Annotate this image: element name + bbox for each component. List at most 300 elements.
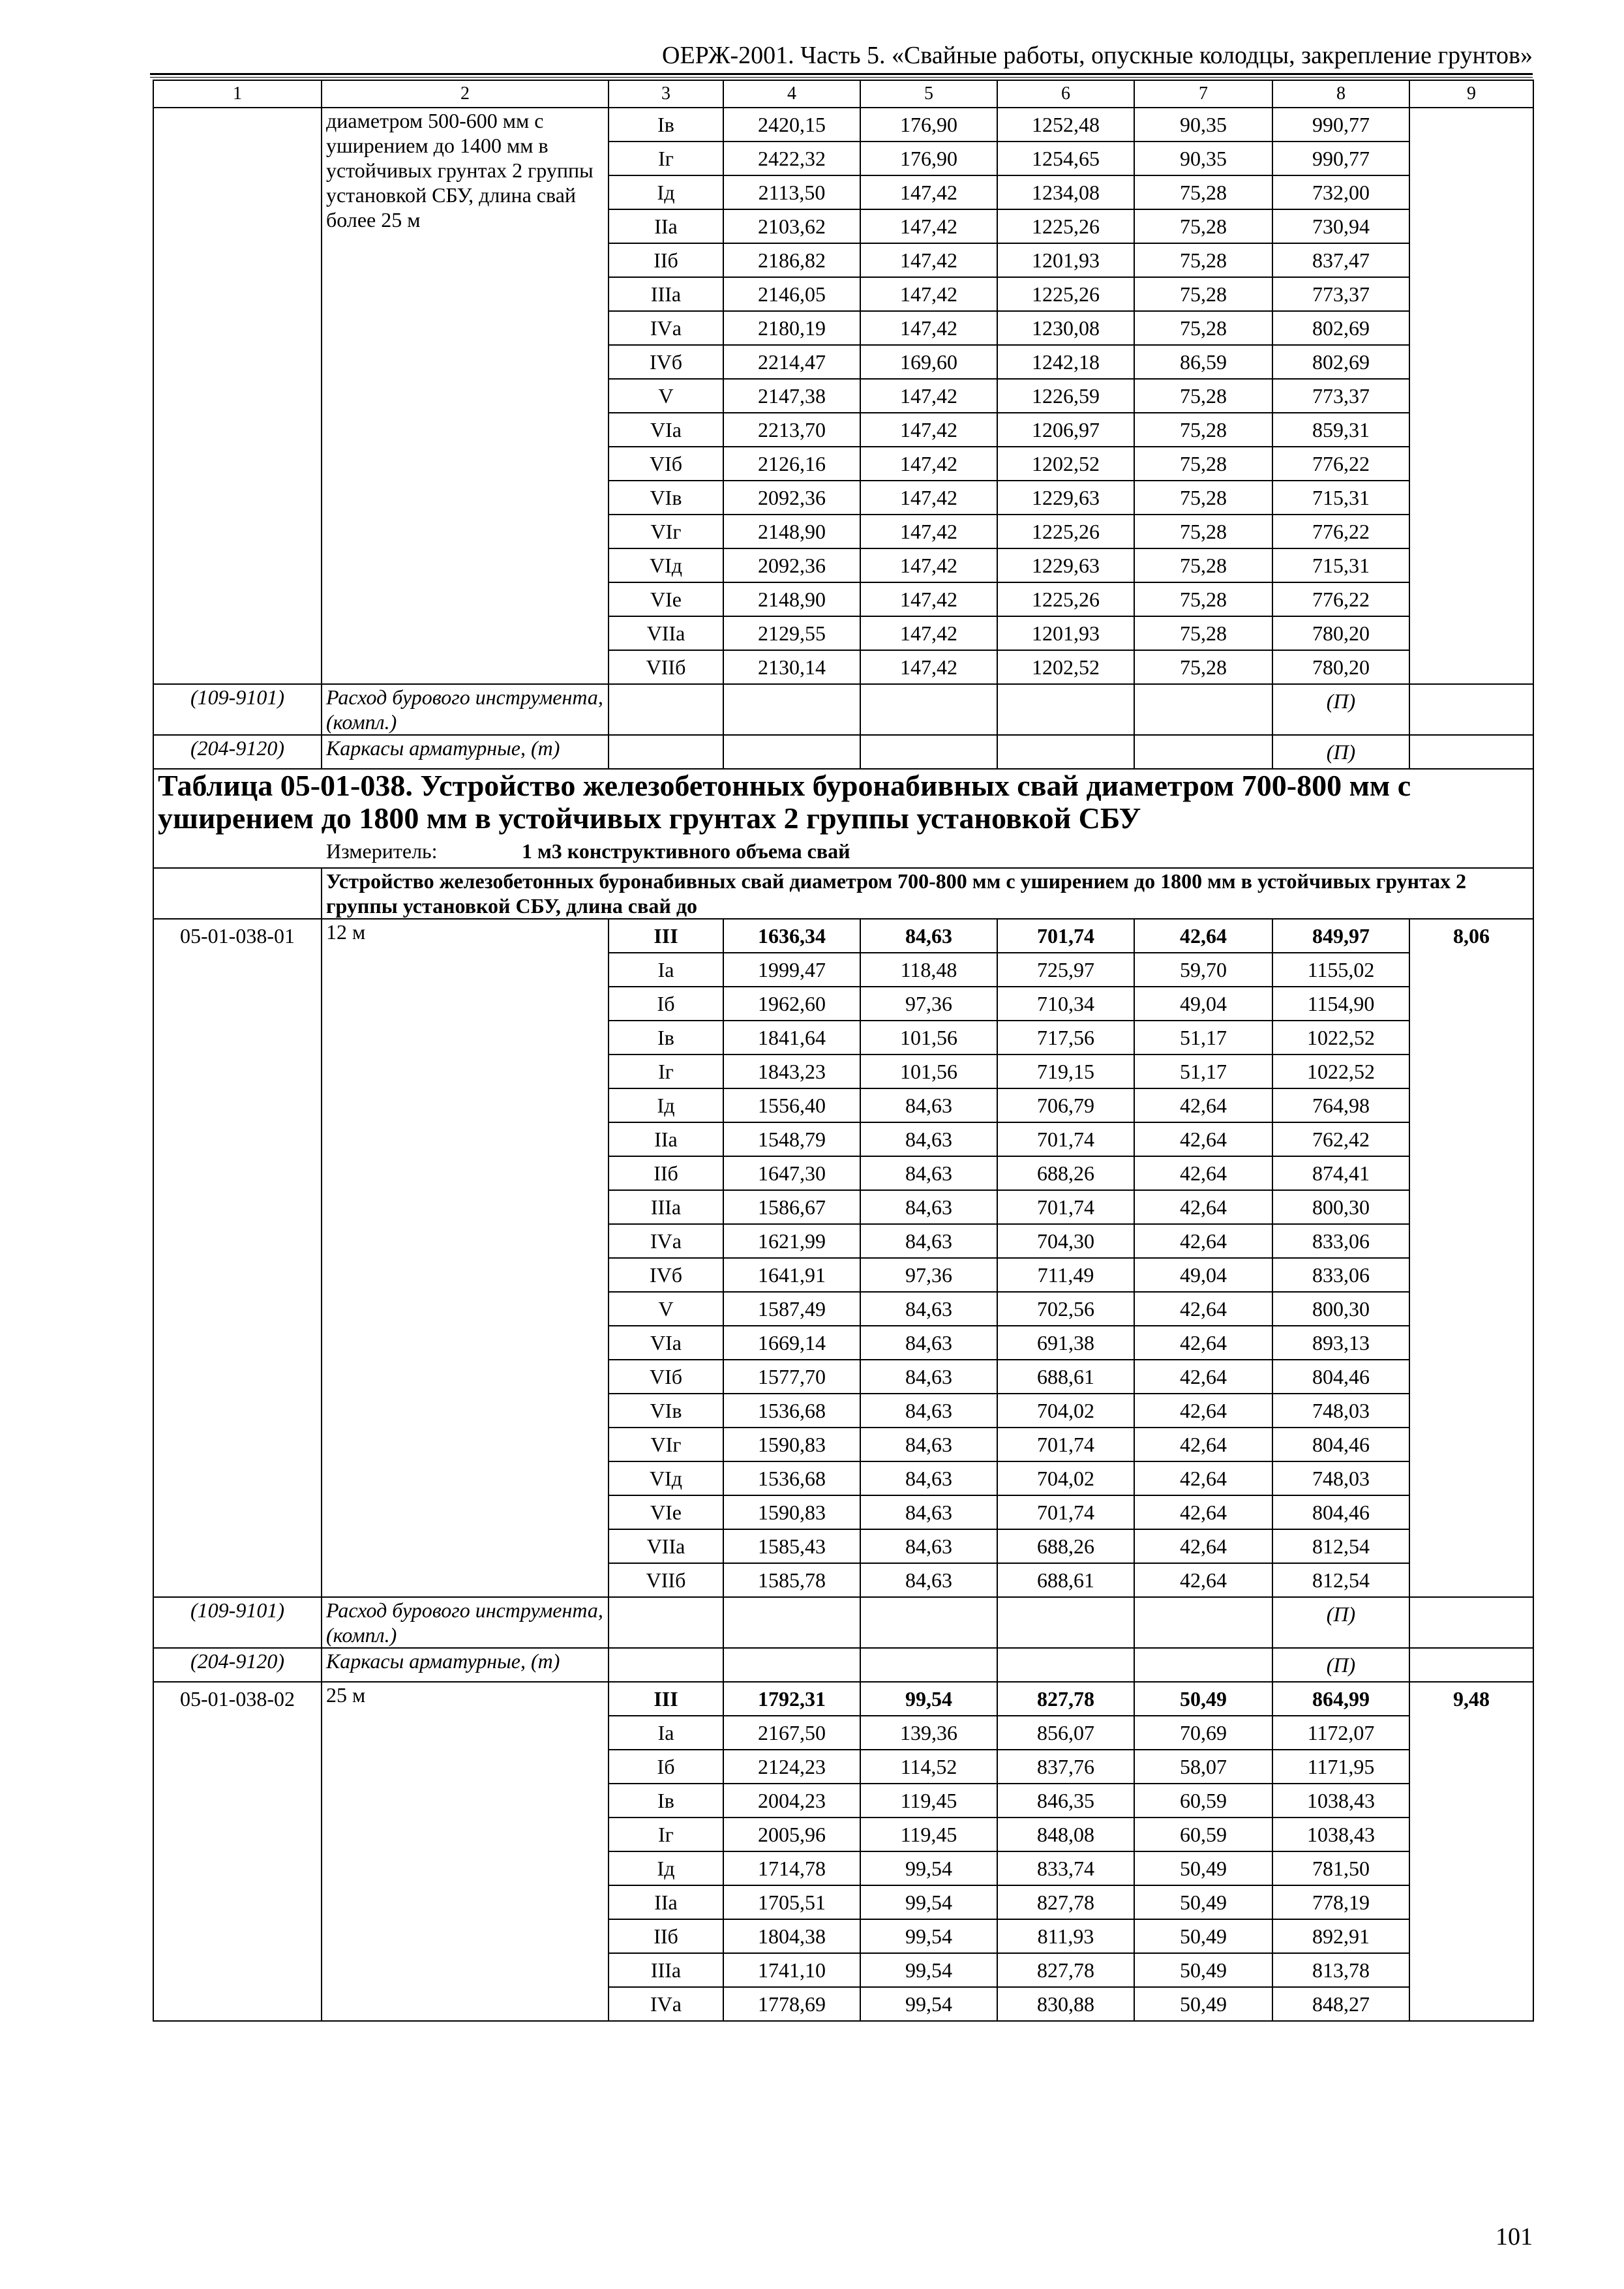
value-cell: 50,49 bbox=[1134, 1953, 1272, 1987]
value-cell: 1636,34 bbox=[723, 919, 860, 953]
value-cell: 2129,55 bbox=[723, 616, 860, 650]
zone-cell: VIе bbox=[609, 1495, 723, 1529]
value-cell: 176,90 bbox=[860, 108, 997, 142]
zone-cell: Iг bbox=[609, 1055, 723, 1088]
item-code: 05-01-038-02 bbox=[153, 1682, 322, 2021]
value-cell: 773,37 bbox=[1272, 277, 1409, 311]
value-cell: 688,26 bbox=[997, 1529, 1134, 1563]
value-cell: 2148,90 bbox=[723, 582, 860, 616]
resource-code: (109-9101) bbox=[153, 684, 322, 735]
zone-cell: V bbox=[609, 1292, 723, 1326]
value-cell: 846,35 bbox=[997, 1784, 1134, 1818]
item-code: 05-01-038-01 bbox=[153, 919, 322, 1597]
value-cell: 1841,64 bbox=[723, 1021, 860, 1055]
value-cell: 833,06 bbox=[1272, 1258, 1409, 1292]
value-cell: 75,28 bbox=[1134, 515, 1272, 548]
value-cell: 1792,31 bbox=[723, 1682, 860, 1716]
value-cell: 688,61 bbox=[997, 1360, 1134, 1394]
table-title: Таблица 05-01-038. Устройство железобетонных буронабивных свай диаметром 700-800 мм с уширением до 1800 мм в устойчивых грунтах 2 группы установкой СБУ bbox=[153, 769, 1533, 835]
value-cell: 1548,79 bbox=[723, 1122, 860, 1156]
header-rule bbox=[150, 73, 1533, 75]
value-cell: 848,08 bbox=[997, 1818, 1134, 1851]
value-cell: 2092,36 bbox=[723, 548, 860, 582]
value-cell: 1536,68 bbox=[723, 1461, 860, 1495]
value-cell: 147,42 bbox=[860, 447, 997, 481]
value-cell: 892,91 bbox=[1272, 1919, 1409, 1953]
zone-cell: III bbox=[609, 919, 723, 953]
value-cell: 147,42 bbox=[860, 515, 997, 548]
item-length: 25 м bbox=[322, 1682, 609, 2021]
value-cell: 101,56 bbox=[860, 1021, 997, 1055]
value-cell: 1999,47 bbox=[723, 953, 860, 987]
value-cell: 781,50 bbox=[1272, 1851, 1409, 1885]
zone-cell: VIIа bbox=[609, 1529, 723, 1563]
zone-cell: Iг bbox=[609, 142, 723, 175]
value-cell: 84,63 bbox=[860, 1529, 997, 1563]
value-cell: 75,28 bbox=[1134, 243, 1272, 277]
value-cell: 75,28 bbox=[1134, 481, 1272, 515]
value-cell: 147,42 bbox=[860, 616, 997, 650]
value-cell: 42,64 bbox=[1134, 1224, 1272, 1258]
value-cell: 84,63 bbox=[860, 1156, 997, 1190]
value-cell: 50,49 bbox=[1134, 1885, 1272, 1919]
zone-cell: VIа bbox=[609, 1326, 723, 1360]
value-cell: 70,69 bbox=[1134, 1716, 1272, 1750]
zone-cell: IIIа bbox=[609, 1190, 723, 1224]
empty-cell bbox=[153, 868, 322, 919]
zone-cell: IVа bbox=[609, 311, 723, 345]
value-cell: 2146,05 bbox=[723, 277, 860, 311]
value-cell: 715,31 bbox=[1272, 548, 1409, 582]
zone-cell: Iв bbox=[609, 108, 723, 142]
value-cell: 837,47 bbox=[1272, 243, 1409, 277]
zone-cell: VIа bbox=[609, 413, 723, 447]
value-cell: 1254,65 bbox=[997, 142, 1134, 175]
value-cell: 42,64 bbox=[1134, 1428, 1272, 1461]
value-cell: 147,42 bbox=[860, 650, 997, 684]
col9-cell: 9,48 bbox=[1409, 1682, 1533, 2021]
zone-cell: VIд bbox=[609, 548, 723, 582]
value-cell: 75,28 bbox=[1134, 582, 1272, 616]
value-cell: 1962,60 bbox=[723, 987, 860, 1021]
value-cell: 1242,18 bbox=[997, 345, 1134, 379]
value-cell: 75,28 bbox=[1134, 277, 1272, 311]
value-cell: 60,59 bbox=[1134, 1818, 1272, 1851]
value-cell: 1590,83 bbox=[723, 1495, 860, 1529]
value-cell: 50,49 bbox=[1134, 1987, 1272, 2021]
zone-cell: Iв bbox=[609, 1784, 723, 1818]
value-cell: 147,42 bbox=[860, 548, 997, 582]
value-cell: 2167,50 bbox=[723, 1716, 860, 1750]
value-cell: 1714,78 bbox=[723, 1851, 860, 1885]
value-cell: 1778,69 bbox=[723, 1987, 860, 2021]
empty-cell bbox=[609, 1648, 723, 1682]
zone-cell: VIд bbox=[609, 1461, 723, 1495]
value-cell: 86,59 bbox=[1134, 345, 1272, 379]
value-cell: 1586,67 bbox=[723, 1190, 860, 1224]
value-cell: 778,19 bbox=[1272, 1885, 1409, 1919]
value-cell: 2124,23 bbox=[723, 1750, 860, 1784]
value-cell: 719,15 bbox=[997, 1055, 1134, 1088]
zone-cell: VIIа bbox=[609, 616, 723, 650]
value-cell: 2186,82 bbox=[723, 243, 860, 277]
value-cell: 1225,26 bbox=[997, 582, 1134, 616]
value-cell: 147,42 bbox=[860, 379, 997, 413]
value-cell: 75,28 bbox=[1134, 379, 1272, 413]
header-rule-thin bbox=[150, 77, 1533, 78]
zone-cell: IIб bbox=[609, 243, 723, 277]
value-cell: 2422,32 bbox=[723, 142, 860, 175]
zone-cell: V bbox=[609, 379, 723, 413]
value-cell: 2092,36 bbox=[723, 481, 860, 515]
zone-cell: VIб bbox=[609, 447, 723, 481]
empty-cell bbox=[1134, 1597, 1272, 1648]
column-number: 3 bbox=[609, 80, 723, 108]
value-cell: 60,59 bbox=[1134, 1784, 1272, 1818]
value-cell: 1587,49 bbox=[723, 1292, 860, 1326]
value-cell: 1252,48 bbox=[997, 108, 1134, 142]
value-cell: 84,63 bbox=[860, 1563, 997, 1597]
value-cell: 75,28 bbox=[1134, 311, 1272, 345]
zone-cell: Iа bbox=[609, 953, 723, 987]
value-cell: 711,49 bbox=[997, 1258, 1134, 1292]
resource-name: Расход бурового инструмента, (компл.) bbox=[322, 684, 609, 735]
empty-cell bbox=[609, 735, 723, 769]
value-cell: 1230,08 bbox=[997, 311, 1134, 345]
value-cell: 813,78 bbox=[1272, 1953, 1409, 1987]
item-code bbox=[153, 108, 322, 684]
zone-cell: Iа bbox=[609, 1716, 723, 1750]
empty-cell bbox=[1409, 1648, 1533, 1682]
value-cell: 691,38 bbox=[997, 1326, 1134, 1360]
zone-cell: IIIа bbox=[609, 1953, 723, 1987]
value-cell: 1229,63 bbox=[997, 481, 1134, 515]
value-cell: 748,03 bbox=[1272, 1461, 1409, 1495]
empty-cell bbox=[1134, 1648, 1272, 1682]
value-cell: 2148,90 bbox=[723, 515, 860, 548]
value-cell: 1201,93 bbox=[997, 243, 1134, 277]
column-number: 2 bbox=[322, 80, 609, 108]
value-cell: 119,45 bbox=[860, 1784, 997, 1818]
value-cell: 42,64 bbox=[1134, 1122, 1272, 1156]
value-cell: 849,97 bbox=[1272, 919, 1409, 953]
empty-cell bbox=[609, 684, 723, 735]
value-cell: 1226,59 bbox=[997, 379, 1134, 413]
value-cell: 804,46 bbox=[1272, 1495, 1409, 1529]
table-row bbox=[153, 108, 1533, 142]
zone-cell: IIа bbox=[609, 1122, 723, 1156]
resource-code: (204-9120) bbox=[153, 1648, 322, 1682]
value-cell: 717,56 bbox=[997, 1021, 1134, 1055]
column-number: 6 bbox=[997, 80, 1134, 108]
value-cell: 90,35 bbox=[1134, 108, 1272, 142]
value-cell: 97,36 bbox=[860, 1258, 997, 1292]
value-cell: 833,74 bbox=[997, 1851, 1134, 1885]
value-cell: 75,28 bbox=[1134, 175, 1272, 209]
value-cell: 701,74 bbox=[997, 1190, 1134, 1224]
value-cell: 2130,14 bbox=[723, 650, 860, 684]
value-cell: 833,06 bbox=[1272, 1224, 1409, 1258]
value-cell: 773,37 bbox=[1272, 379, 1409, 413]
value-cell: 99,54 bbox=[860, 1682, 997, 1716]
value-cell: 1038,43 bbox=[1272, 1818, 1409, 1851]
resource-name: Расход бурового инструмента, (компл.) bbox=[322, 1597, 609, 1648]
subheading: Устройство железобетонных буронабивных свай диаметром 700-800 мм с уширением до 1800 мм в устойчивых грунтах 2 группы установкой СБУ, длина свай до bbox=[322, 868, 1533, 919]
empty-cell bbox=[997, 684, 1134, 735]
value-cell: 848,27 bbox=[1272, 1987, 1409, 2021]
value-cell: 2004,23 bbox=[723, 1784, 860, 1818]
value-cell: 147,42 bbox=[860, 277, 997, 311]
value-cell: 42,64 bbox=[1134, 1156, 1272, 1190]
value-cell: 732,00 bbox=[1272, 175, 1409, 209]
value-cell: 147,42 bbox=[860, 481, 997, 515]
value-cell: 893,13 bbox=[1272, 1326, 1409, 1360]
value-cell: 50,49 bbox=[1134, 1919, 1272, 1953]
column-number: 4 bbox=[723, 80, 860, 108]
value-cell: 715,31 bbox=[1272, 481, 1409, 515]
value-cell: 50,49 bbox=[1134, 1851, 1272, 1885]
value-cell: 827,78 bbox=[997, 1682, 1134, 1716]
zone-cell: IVб bbox=[609, 1258, 723, 1292]
empty-cell bbox=[860, 735, 997, 769]
value-cell: 75,28 bbox=[1134, 616, 1272, 650]
value-cell: 1585,78 bbox=[723, 1563, 860, 1597]
value-cell: 59,70 bbox=[1134, 953, 1272, 987]
value-cell: 701,74 bbox=[997, 1122, 1134, 1156]
column-number: 5 bbox=[860, 80, 997, 108]
zone-cell: IIа bbox=[609, 1885, 723, 1919]
value-cell: 42,64 bbox=[1134, 1394, 1272, 1428]
zone-cell: IIб bbox=[609, 1919, 723, 1953]
value-cell: 84,63 bbox=[860, 1360, 997, 1394]
value-cell: 84,63 bbox=[860, 1088, 997, 1122]
value-cell: 1155,02 bbox=[1272, 953, 1409, 987]
value-cell: 101,56 bbox=[860, 1055, 997, 1088]
subheading-row bbox=[153, 868, 1533, 919]
zone-cell: IIа bbox=[609, 209, 723, 243]
value-cell: 1171,95 bbox=[1272, 1750, 1409, 1784]
zone-cell: IVа bbox=[609, 1224, 723, 1258]
zone-cell: Iд bbox=[609, 175, 723, 209]
resource-row bbox=[153, 1597, 1533, 1648]
value-cell: 75,28 bbox=[1134, 209, 1272, 243]
value-cell: 2103,62 bbox=[723, 209, 860, 243]
value-cell: 1229,63 bbox=[997, 548, 1134, 582]
value-cell: 1577,70 bbox=[723, 1360, 860, 1394]
value-cell: 1641,91 bbox=[723, 1258, 860, 1292]
empty-cell bbox=[997, 1597, 1134, 1648]
value-cell: 58,07 bbox=[1134, 1750, 1272, 1784]
value-cell: 764,98 bbox=[1272, 1088, 1409, 1122]
resource-value: (П) bbox=[1272, 1597, 1409, 1648]
value-cell: 176,90 bbox=[860, 142, 997, 175]
value-cell: 990,77 bbox=[1272, 108, 1409, 142]
value-cell: 748,03 bbox=[1272, 1394, 1409, 1428]
resource-name: Каркасы арматурные, (т) bbox=[322, 1648, 609, 1682]
value-cell: 147,42 bbox=[860, 209, 997, 243]
value-cell: 1536,68 bbox=[723, 1394, 860, 1428]
empty-cell bbox=[609, 1597, 723, 1648]
measure-value: 1 м3 конструктивного объема свай bbox=[522, 839, 850, 863]
column-number: 9 bbox=[1409, 80, 1533, 108]
zone-cell: VIIб bbox=[609, 1563, 723, 1597]
value-cell: 837,76 bbox=[997, 1750, 1134, 1784]
zone-cell: Iб bbox=[609, 987, 723, 1021]
zone-cell: Iд bbox=[609, 1851, 723, 1885]
value-cell: 706,79 bbox=[997, 1088, 1134, 1122]
norms-table bbox=[153, 80, 1534, 2022]
value-cell: 42,64 bbox=[1134, 1326, 1272, 1360]
value-cell: 704,02 bbox=[997, 1461, 1134, 1495]
value-cell: 1022,52 bbox=[1272, 1021, 1409, 1055]
value-cell: 75,28 bbox=[1134, 447, 1272, 481]
resource-value: (П) bbox=[1272, 1648, 1409, 1682]
resource-value: (П) bbox=[1272, 735, 1409, 769]
value-cell: 710,34 bbox=[997, 987, 1134, 1021]
value-cell: 147,42 bbox=[860, 175, 997, 209]
empty-cell bbox=[723, 1597, 860, 1648]
value-cell: 2420,15 bbox=[723, 108, 860, 142]
value-cell: 50,49 bbox=[1134, 1682, 1272, 1716]
value-cell: 114,52 bbox=[860, 1750, 997, 1784]
table-row bbox=[153, 919, 1533, 953]
value-cell: 780,20 bbox=[1272, 650, 1409, 684]
value-cell: 118,48 bbox=[860, 953, 997, 987]
value-cell: 42,64 bbox=[1134, 1529, 1272, 1563]
zone-cell: VIIб bbox=[609, 650, 723, 684]
value-cell: 1590,83 bbox=[723, 1428, 860, 1461]
zone-cell: Iг bbox=[609, 1818, 723, 1851]
value-cell: 1202,52 bbox=[997, 650, 1134, 684]
value-cell: 119,45 bbox=[860, 1818, 997, 1851]
resource-value: (П) bbox=[1272, 684, 1409, 735]
value-cell: 84,63 bbox=[860, 1224, 997, 1258]
value-cell: 812,54 bbox=[1272, 1563, 1409, 1597]
zone-cell: VIв bbox=[609, 1394, 723, 1428]
empty-cell bbox=[1134, 684, 1272, 735]
value-cell: 864,99 bbox=[1272, 1682, 1409, 1716]
value-cell: 704,30 bbox=[997, 1224, 1134, 1258]
empty-cell bbox=[860, 1597, 997, 1648]
value-cell: 99,54 bbox=[860, 1851, 997, 1885]
value-cell: 42,64 bbox=[1134, 1360, 1272, 1394]
measure-label: Измеритель: bbox=[326, 839, 438, 863]
value-cell: 730,94 bbox=[1272, 209, 1409, 243]
value-cell: 75,28 bbox=[1134, 548, 1272, 582]
value-cell: 2213,70 bbox=[723, 413, 860, 447]
column-number: 7 bbox=[1134, 80, 1272, 108]
resource-code: (109-9101) bbox=[153, 1597, 322, 1648]
value-cell: 75,28 bbox=[1134, 650, 1272, 684]
value-cell: 84,63 bbox=[860, 1461, 997, 1495]
zone-cell: VIе bbox=[609, 582, 723, 616]
column-number: 1 bbox=[153, 80, 322, 108]
measure-cell bbox=[153, 835, 1533, 868]
value-cell: 802,69 bbox=[1272, 311, 1409, 345]
value-cell: 990,77 bbox=[1272, 142, 1409, 175]
value-cell: 1225,26 bbox=[997, 277, 1134, 311]
table-row bbox=[153, 1682, 1533, 1716]
resource-row bbox=[153, 735, 1533, 769]
value-cell: 1556,40 bbox=[723, 1088, 860, 1122]
table-title-row bbox=[153, 769, 1533, 835]
value-cell: 147,42 bbox=[860, 413, 997, 447]
value-cell: 2113,50 bbox=[723, 175, 860, 209]
empty-cell bbox=[1409, 735, 1533, 769]
value-cell: 1705,51 bbox=[723, 1885, 860, 1919]
value-cell: 169,60 bbox=[860, 345, 997, 379]
value-cell: 1804,38 bbox=[723, 1919, 860, 1953]
value-cell: 99,54 bbox=[860, 1987, 997, 2021]
page-number: 101 bbox=[1496, 2223, 1533, 2251]
value-cell: 1741,10 bbox=[723, 1953, 860, 1987]
col9-cell: 8,06 bbox=[1409, 919, 1533, 1597]
item-length: 12 м bbox=[322, 919, 609, 1597]
zone-cell: III bbox=[609, 1682, 723, 1716]
zone-cell: Iв bbox=[609, 1021, 723, 1055]
value-cell: 1234,08 bbox=[997, 175, 1134, 209]
col9-cell bbox=[1409, 108, 1533, 684]
value-cell: 1022,52 bbox=[1272, 1055, 1409, 1088]
empty-cell bbox=[997, 735, 1134, 769]
value-cell: 1202,52 bbox=[997, 447, 1134, 481]
empty-cell bbox=[723, 735, 860, 769]
value-cell: 704,02 bbox=[997, 1394, 1134, 1428]
value-cell: 147,42 bbox=[860, 243, 997, 277]
value-cell: 1225,26 bbox=[997, 209, 1134, 243]
value-cell: 84,63 bbox=[860, 919, 997, 953]
value-cell: 147,42 bbox=[860, 311, 997, 345]
value-cell: 84,63 bbox=[860, 1495, 997, 1529]
empty-cell bbox=[1409, 684, 1533, 735]
value-cell: 802,69 bbox=[1272, 345, 1409, 379]
value-cell: 42,64 bbox=[1134, 919, 1272, 953]
zone-cell: VIв bbox=[609, 481, 723, 515]
value-cell: 147,42 bbox=[860, 582, 997, 616]
value-cell: 99,54 bbox=[860, 1885, 997, 1919]
value-cell: 49,04 bbox=[1134, 987, 1272, 1021]
page-header: ОЕРЖ-2001. Часть 5. «Свайные работы, опускные колодцы, закрепление грунтов» bbox=[662, 42, 1533, 69]
value-cell: 1647,30 bbox=[723, 1156, 860, 1190]
value-cell: 2214,47 bbox=[723, 345, 860, 379]
value-cell: 99,54 bbox=[860, 1953, 997, 1987]
resource-row bbox=[153, 684, 1533, 735]
zone-cell: IIIа bbox=[609, 277, 723, 311]
resource-code: (204-9120) bbox=[153, 735, 322, 769]
value-cell: 827,78 bbox=[997, 1953, 1134, 1987]
value-cell: 725,97 bbox=[997, 953, 1134, 987]
value-cell: 874,41 bbox=[1272, 1156, 1409, 1190]
resource-name: Каркасы арматурные, (т) bbox=[322, 735, 609, 769]
value-cell: 2005,96 bbox=[723, 1818, 860, 1851]
value-cell: 42,64 bbox=[1134, 1088, 1272, 1122]
value-cell: 701,74 bbox=[997, 919, 1134, 953]
value-cell: 42,64 bbox=[1134, 1563, 1272, 1597]
zone-cell: VIг bbox=[609, 1428, 723, 1461]
value-cell: 2126,16 bbox=[723, 447, 860, 481]
empty-cell bbox=[723, 1648, 860, 1682]
zone-cell: VIг bbox=[609, 515, 723, 548]
value-cell: 804,46 bbox=[1272, 1428, 1409, 1461]
value-cell: 1154,90 bbox=[1272, 987, 1409, 1021]
value-cell: 90,35 bbox=[1134, 142, 1272, 175]
value-cell: 830,88 bbox=[997, 1987, 1134, 2021]
value-cell: 84,63 bbox=[860, 1326, 997, 1360]
value-cell: 1669,14 bbox=[723, 1326, 860, 1360]
value-cell: 811,93 bbox=[997, 1919, 1134, 1953]
value-cell: 51,17 bbox=[1134, 1021, 1272, 1055]
value-cell: 800,30 bbox=[1272, 1190, 1409, 1224]
